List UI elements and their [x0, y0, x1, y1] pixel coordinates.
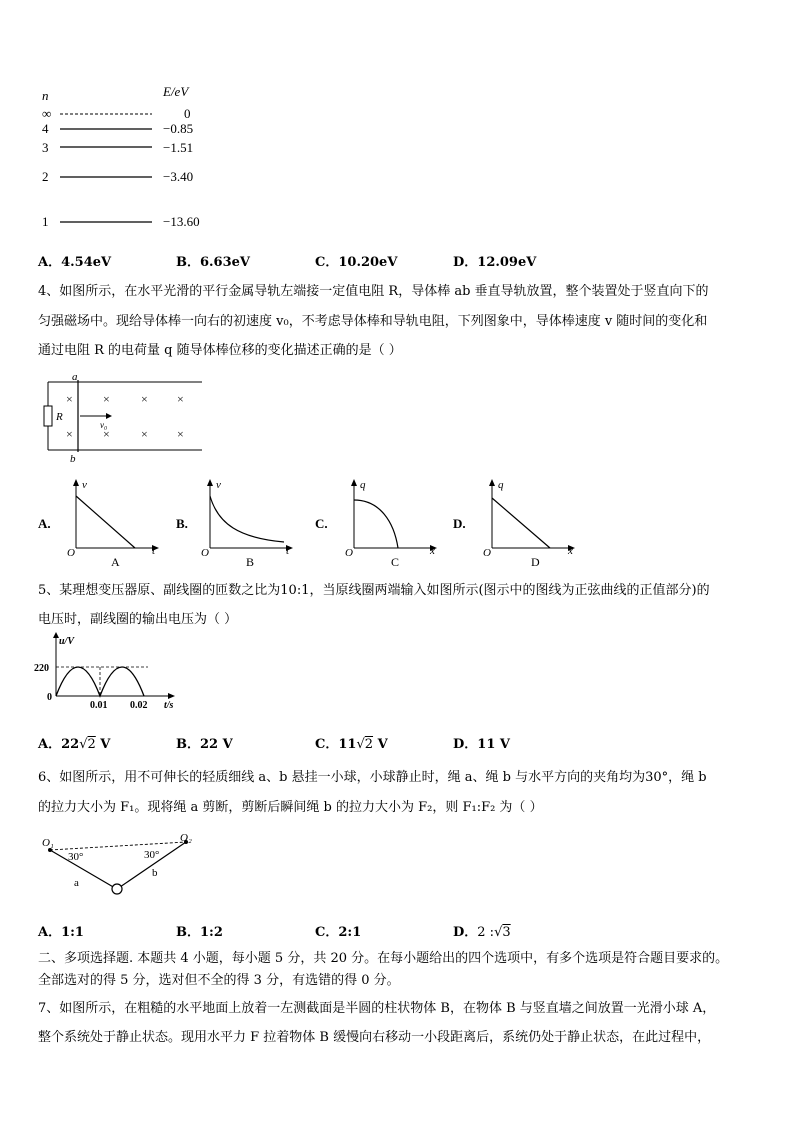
graph-caption: D: [531, 555, 540, 569]
origin-label: O: [67, 547, 75, 559]
q7-text-line1: 7、如图所示，在粗糙的水平地面上放着一左测截面是半圆的柱状物体 B，在物体 B 与竖直墙之间放置一光滑小球 A，: [38, 1001, 716, 1016]
v0-label: v₀: [100, 420, 108, 430]
q5-option-a: A．22√2 V: [38, 737, 111, 752]
rod-label-a: a: [72, 371, 78, 383]
field-cross: ×: [141, 392, 148, 406]
origin-label: O: [345, 547, 353, 559]
option-letter: B.: [176, 516, 188, 531]
graph-caption: A: [111, 555, 120, 569]
graph-ymax-label: 220: [34, 663, 49, 674]
energy-level-lines: [0, 0, 200, 240]
section2-line1: 二、多项选择题. 本题共 4 小题，每小题 5 分，共 20 分。在每小题给出的四个选项中，有多个选项是符合题目要求的。: [38, 951, 729, 966]
level-n-4: 4: [42, 121, 49, 136]
option-letter: D.: [453, 516, 466, 531]
string-a-label: a: [74, 877, 79, 889]
graph-origin-label: 0: [47, 692, 52, 703]
q5-option-d: D．11 V: [453, 737, 510, 752]
angle-label-left: 30°: [68, 851, 84, 863]
string-b-label: b: [152, 867, 158, 879]
graph-curve: [492, 498, 550, 548]
q5-voltage-graph: [30, 632, 190, 712]
o1-label: O₁: [42, 837, 54, 849]
resistor: [44, 406, 52, 426]
origin-label: O: [201, 547, 209, 559]
x-axis-label: t: [286, 545, 290, 557]
section2-line2: 全部选对的得 5 分，选对但不全的得 3 分，有选错的得 0 分。: [38, 973, 400, 988]
ball: [112, 884, 122, 894]
y-axis-label: v: [82, 479, 87, 491]
q6-option-c: C．2:1: [315, 925, 362, 940]
q6-text-line2: 的拉力大小为 F₁。现将绳 a 剪断，剪断后瞬间绳 b 的拉力大小为 F₂，则 F₁:F₂ 为（ ）: [38, 800, 543, 815]
field-cross: ×: [177, 427, 184, 441]
q5-option-b: B．22 V: [176, 737, 233, 752]
q6-option-d: D．2 :√3: [453, 925, 511, 940]
graph-ylabel: u/V: [59, 636, 75, 647]
y-axis-label: q: [360, 479, 366, 491]
level-n-1: 1: [42, 214, 49, 229]
q7-text-line2: 整个系统处于静止状态。现用水平力 F 拉着物体 B 缓慢向右移动一小段距离后，系统仍处于静止状态，在此过程中，: [38, 1030, 711, 1045]
q6-option-b: B．1:2: [176, 925, 223, 940]
q4-rail-figure: [40, 370, 210, 465]
q5-text-line2: 电压时，副线圈的输出电压为（ ）: [38, 612, 238, 627]
level-e-1: −13.60: [163, 214, 200, 229]
field-cross: ×: [66, 427, 73, 441]
angle-label-right: 30°: [144, 849, 160, 861]
q6-string-figure: [36, 830, 206, 900]
level-e-inf: 0: [184, 106, 191, 121]
option-letter: C.: [315, 516, 328, 531]
n-axis-label: n: [42, 88, 49, 103]
field-cross: ×: [103, 427, 110, 441]
field-cross: ×: [177, 392, 184, 406]
level-e-2: −3.40: [163, 169, 194, 184]
level-n-2: 2: [42, 169, 49, 184]
x-axis-label: x: [430, 545, 435, 557]
q3-option-a: A．4.54eV: [38, 255, 112, 270]
graph-t2-label: 0.02: [130, 700, 148, 711]
energy-axis-label: E/eV: [163, 84, 189, 99]
x-axis-label: t: [152, 545, 156, 557]
level-n-inf: ∞: [42, 106, 52, 121]
x-axis-label: x: [568, 545, 573, 557]
origin-label: O: [483, 547, 491, 559]
graph-curve: [76, 496, 135, 548]
graph-curve: [210, 496, 284, 542]
q3-option-b: B．6.63eV: [176, 255, 251, 270]
rod-label-b: b: [70, 453, 76, 465]
field-cross: ×: [141, 427, 148, 441]
y-axis-label: q: [498, 479, 504, 491]
graph-curve: [354, 500, 398, 548]
y-axis-label: v: [216, 479, 221, 491]
level-n-3: 3: [42, 140, 49, 155]
graph-caption: C: [391, 555, 400, 569]
q4-text-line2: 匀强磁场中。现给导体棒一向右的初速度 v₀，不考虑导体棒和导轨电阻，下列图象中，导体棒速度 v 随时间的变化和: [38, 314, 708, 329]
q4-graph-b: [176, 479, 293, 569]
option-letter: A.: [38, 516, 51, 531]
q4-option-graphs: [34, 476, 594, 571]
q3-option-c: C．10.20eV: [315, 255, 398, 270]
level-e-3: −1.51: [163, 140, 194, 155]
graph-caption: B: [246, 555, 255, 569]
field-cross: ×: [103, 392, 110, 406]
rectified-sine-curve: [56, 667, 144, 696]
graph-xlabel: t/s: [164, 700, 174, 711]
q5-option-c: C．11√2 V: [315, 737, 388, 752]
o2-label: O₂: [180, 832, 192, 844]
resistor-label: R: [56, 411, 63, 423]
q6-option-a: A．1:1: [38, 925, 84, 940]
q4-graph-d: [453, 479, 575, 569]
level-e-4: −0.85: [163, 121, 194, 136]
q3-option-d: D．12.09eV: [453, 255, 537, 270]
field-cross: ×: [66, 392, 73, 406]
q4-graph-c: [315, 479, 437, 569]
graph-t1-label: 0.01: [90, 700, 108, 711]
q5-text-line1: 5、某理想变压器原、副线圈的匝数之比为10:1，当原线圈两端输入如图所示(图示中的图线为正弦曲线的正值部分)的: [38, 583, 710, 598]
q4-graph-a: [38, 479, 159, 569]
q4-text-line1: 4、如图所示，在水平光滑的平行金属导轨左端接一定值电阻 R，导体棒 ab 垂直导轨放置，整个装置处于竖直向下的: [38, 284, 709, 299]
q4-text-line3: 通过电阻 R 的电荷量 q 随导体棒位移的变化描述正确的是（ ）: [38, 343, 402, 358]
q6-text-line1: 6、如图所示，用不可伸长的轻质细线 a、b 悬挂一小球，小球静止时，绳 a、绳 b 与水平方向的夹角均为30°，绳 b: [38, 770, 707, 785]
